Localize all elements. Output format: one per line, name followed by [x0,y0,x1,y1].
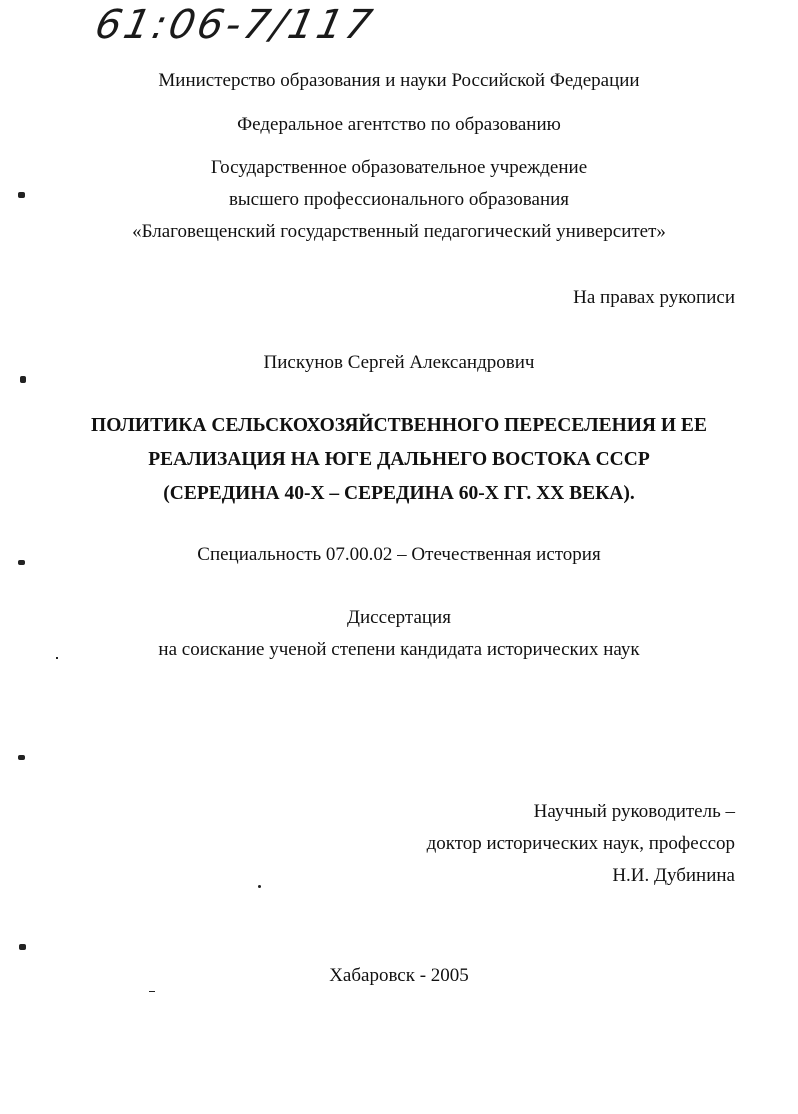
dissertation-purpose: на соискание ученой степени кандидата исторических наук [158,639,640,660]
supervisor-degree: доктор исторических наук, профессор [426,833,735,854]
ministry-line: Министерство образования и науки Российской Федерации [158,70,640,91]
scan-speck [258,885,261,888]
specialty-line: Специальность 07.00.02 – Отечественная история [197,544,601,565]
scan-mark [20,376,26,383]
title-line-1: ПОЛИТИКА СЕЛЬСКОХОЗЯЙСТВЕННОГО ПЕРЕСЕЛЕНИЯ И ЕЕ [91,415,707,436]
title-line-3: (СЕРЕДИНА 40-Х – СЕРЕДИНА 60-Х ГГ. ХХ ВЕКА). [163,483,635,504]
supervisor-name: Н.И. Дубинина [612,865,735,886]
title-line-2: РЕАЛИЗАЦИЯ НА ЮГЕ ДАЛЬНЕГО ВОСТОКА СССР [148,449,650,470]
scan-mark [18,192,25,198]
handwritten-archive-code: 61:06-7/117 [91,2,379,48]
institution-line-2: высшего профессионального образования [228,189,570,210]
dissertation-label: Диссертация [347,607,451,628]
scan-speck [149,991,155,992]
scan-mark [18,755,25,760]
manuscript-note: На правах рукописи [573,287,735,308]
scan-mark [18,560,25,565]
author-name: Пискунов Сергей Александрович [263,352,535,373]
place-year: Хабаровск - 2005 [329,965,469,986]
supervisor-label: Научный руководитель – [533,801,735,822]
agency-line: Федеральное агентство по образованию [237,114,561,135]
institution-line-1: Государственное образовательное учреждение [210,157,588,178]
scan-mark [19,944,26,950]
institution-line-3: «Благовещенский государственный педагогический университет» [132,221,666,242]
scan-speck [56,657,58,659]
